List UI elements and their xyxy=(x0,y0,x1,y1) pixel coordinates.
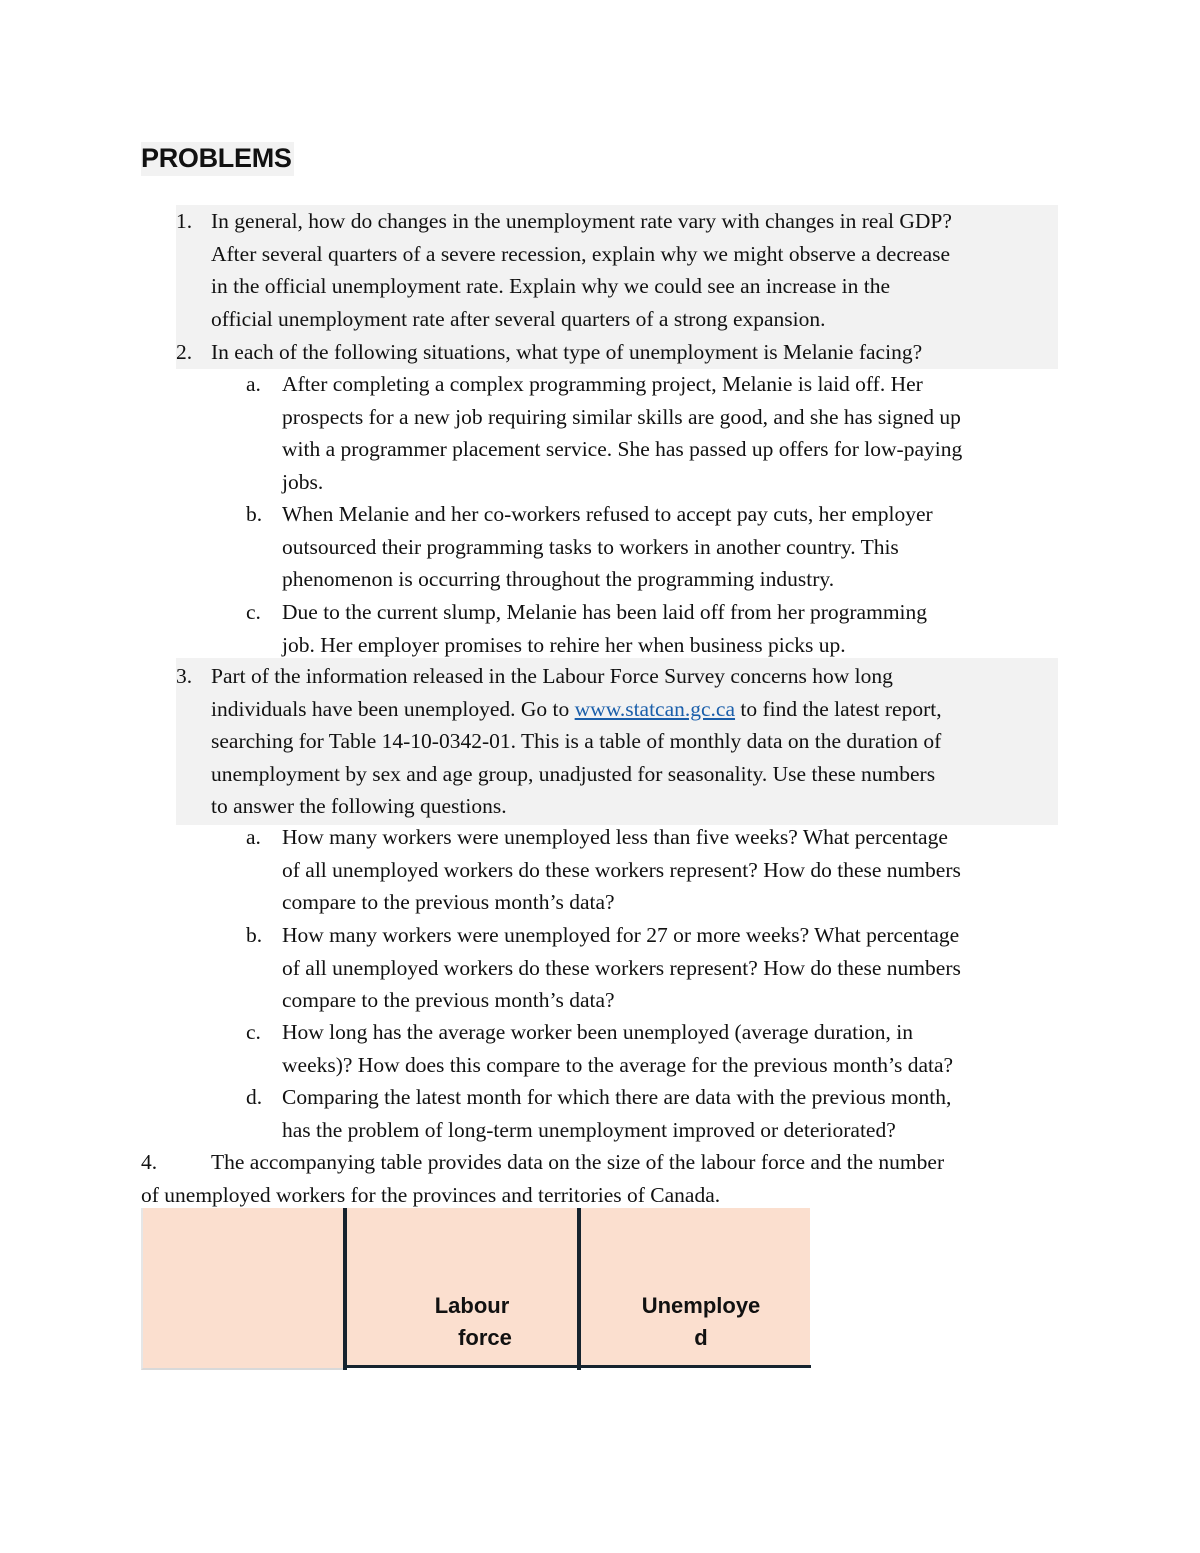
statcan-link[interactable]: www.statcan.gc.ca xyxy=(574,696,736,721)
sub-question-text: How many workers were unemployed for 27 or more weeks? What percentage of all unemployed workers do these workers represent? How do these numbers compare to the previous month’s data? xyxy=(282,923,961,1012)
sub-question-2c xyxy=(246,596,1066,661)
sub-question-text: How long has the average worker been unemployed (average duration, in weeks)? How does this compare to the average for the previous month’s data? xyxy=(282,1020,954,1077)
provinces-table xyxy=(141,1208,811,1370)
sub-question-3a xyxy=(246,821,1066,919)
table-header-cell-labour-force xyxy=(347,1208,577,1368)
question-text-line-1: The accompanying table provides data on the size of the labour force and the number xyxy=(211,1150,945,1174)
question-4 xyxy=(141,1146,1061,1211)
sub-question-text: When Melanie and her co-workers refused to accept pay cuts, her employer outsourced their programming tasks to workers in another country. This phenomenon is occurring throughout the programming industry. xyxy=(282,502,933,591)
sub-question-label: c. xyxy=(246,600,261,624)
header-line-2: force xyxy=(458,1325,512,1350)
question-text: In each of the following situations, what type of unemployment is Melanie facing? xyxy=(211,340,923,364)
sub-question-label: b. xyxy=(246,923,263,947)
sub-question-label: a. xyxy=(246,372,261,396)
sub-question-3d xyxy=(246,1081,1066,1146)
question-number: 4. xyxy=(141,1150,158,1174)
sub-question-label: c. xyxy=(246,1020,261,1044)
table-header-cell-unemployed xyxy=(581,1208,810,1368)
sub-question-text: How many workers were unemployed less than five weeks? What percentage of all unemployed workers do these workers represent? How do these numbers compare to the previous month’s data? xyxy=(282,825,961,914)
sub-question-text: Due to the current slump, Melanie has been laid off from her programming job. Her employer promises to rehire her when business picks up. xyxy=(282,600,928,657)
header-line-1: Labour xyxy=(434,1293,510,1318)
sub-question-2a xyxy=(246,368,1066,498)
sub-question-3c xyxy=(246,1016,1066,1081)
question-number: 3. xyxy=(176,664,193,688)
question-number: 1. xyxy=(176,209,193,233)
page-title: PROBLEMS xyxy=(141,142,294,176)
sub-question-label: a. xyxy=(246,825,261,849)
sub-question-2b xyxy=(246,498,1066,596)
header-line-2: d xyxy=(694,1325,708,1350)
sub-question-3b xyxy=(246,919,1066,1017)
question-text-line-2: of unemployed workers for the provinces and territories of Canada. xyxy=(141,1182,721,1207)
question-1 xyxy=(176,205,1058,336)
sub-question-label: b. xyxy=(246,502,263,526)
question-text: In general, how do changes in the unemployment rate vary with changes in real GDP? After several quarters of a severe recession, explain why we might observe a decrease in the official unemployment rate. Explain why we could see an increase in the official unemployment rate after several quarters of a strong expansion. xyxy=(211,209,952,331)
table-header-cell-empty xyxy=(141,1208,346,1370)
header-bottom-border xyxy=(343,1365,811,1368)
question-2 xyxy=(176,336,1058,369)
question-text: Part of the information released in the Labour Force Survey concerns how long individuals have been unemployed. Go to www.statcan.gc.ca to find the latest report, searching for Table 14-10-0342-01. This is a table of monthly data on the duration of unemployment by sex and age group, unadjusted for seasonality. Use these numbers to answer the following questions. xyxy=(211,664,942,818)
sub-question-label: d. xyxy=(246,1085,263,1109)
header-line-1: Unemploye xyxy=(641,1293,761,1318)
sub-question-text: Comparing the latest month for which there are data with the previous month, has the problem of long-term unemployment improved or deteriorated? xyxy=(282,1085,952,1142)
question-number: 2. xyxy=(176,340,193,364)
question-3 xyxy=(176,658,1058,825)
sub-question-text: After completing a complex programming project, Melanie is laid off. Her prospects for a new job requiring similar skills are good, and she has signed up with a programmer placement service. She has passed up offers for low-paying jobs. xyxy=(282,372,963,494)
